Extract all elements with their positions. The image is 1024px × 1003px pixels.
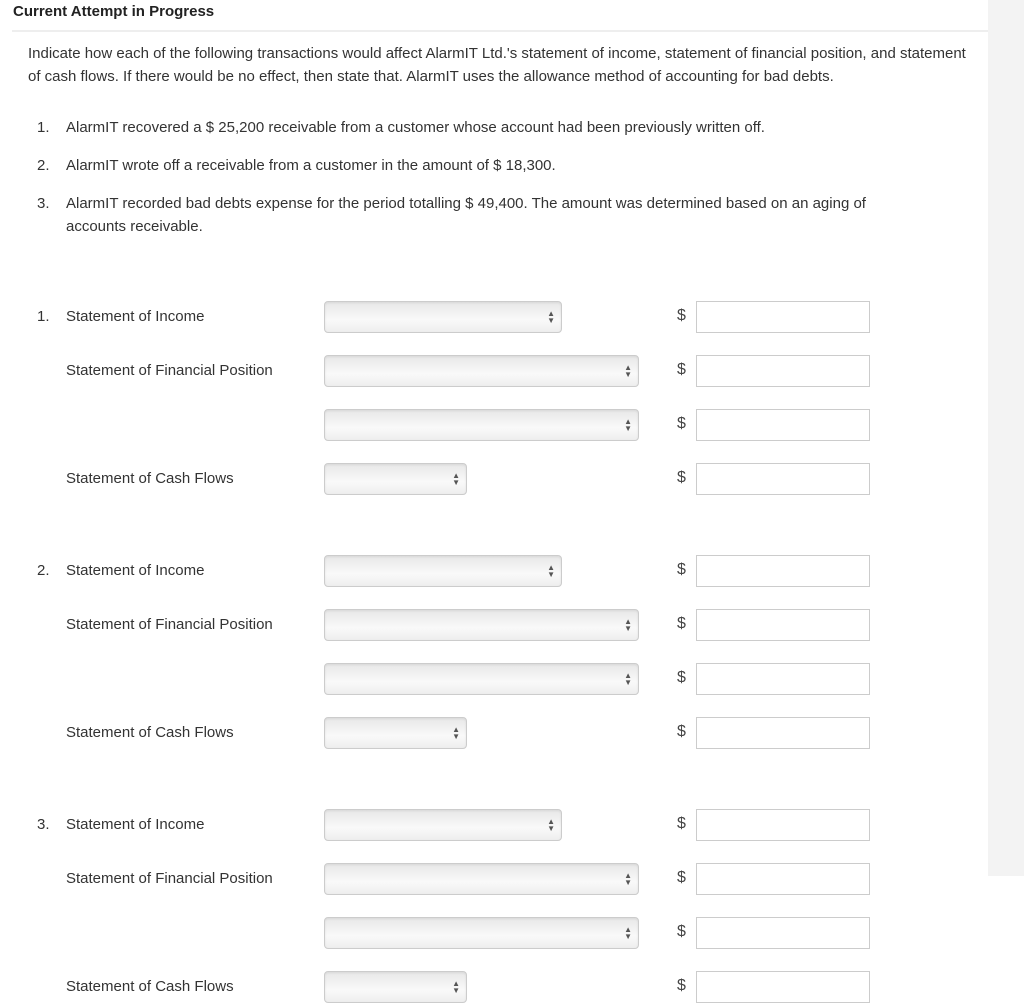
select-arrows-icon: ▲ ▼ [452, 979, 460, 995]
question-number: 2. [37, 157, 50, 174]
select-arrows-icon: ▲ ▼ [624, 871, 632, 887]
effect-select[interactable] [324, 355, 639, 387]
statement-label: Statement of Financial Position [66, 870, 273, 887]
effect-select[interactable] [324, 863, 639, 895]
dollar-sign: $ [677, 361, 686, 378]
statement-label: Statement of Cash Flows [66, 470, 234, 487]
divider [12, 30, 988, 32]
question-text: AlarmIT wrote off a receivable from a customer in the amount of $ 18,300. [66, 157, 556, 174]
question-text: AlarmIT recorded bad debts expense for the period totalling $ 49,400. The amount was determined based on an aging of accounts receivable. [66, 195, 866, 235]
select-arrows-icon: ▲ ▼ [624, 671, 632, 687]
question-number: 3. [37, 195, 50, 212]
answer-row [0, 355, 988, 387]
statement-label: Statement of Cash Flows [66, 978, 234, 995]
statement-label: Statement of Income [66, 308, 205, 325]
effect-select[interactable] [324, 917, 639, 949]
effect-select[interactable] [324, 463, 467, 495]
amount-input[interactable] [696, 717, 870, 749]
dollar-sign: $ [677, 307, 686, 324]
question-1 [37, 116, 917, 139]
dollar-sign: $ [677, 869, 686, 886]
answer-row [0, 809, 988, 841]
dollar-sign: $ [677, 415, 686, 432]
select-arrows-icon: ▲ ▼ [624, 417, 632, 433]
amount-input[interactable] [696, 463, 870, 495]
dollar-sign: $ [677, 669, 686, 686]
amount-input[interactable] [696, 301, 870, 333]
effect-select[interactable] [324, 971, 467, 1003]
amount-input[interactable] [696, 663, 870, 695]
dollar-sign: $ [677, 615, 686, 632]
effect-select[interactable] [324, 409, 639, 441]
dollar-sign: $ [677, 977, 686, 994]
statement-label: Statement of Income [66, 816, 205, 833]
select-arrows-icon: ▲ ▼ [452, 725, 460, 741]
answer-row [0, 663, 988, 695]
effect-select[interactable] [324, 609, 639, 641]
statement-label: Statement of Financial Position [66, 362, 273, 379]
answer-row [0, 717, 988, 749]
answer-row [0, 409, 988, 441]
select-arrows-icon: ▲ ▼ [624, 363, 632, 379]
dollar-sign: $ [677, 723, 686, 740]
item-number: 1. [37, 308, 50, 325]
effect-select[interactable] [324, 301, 562, 333]
question-2 [37, 154, 917, 177]
answer-row [0, 971, 988, 1003]
select-arrows-icon: ▲ ▼ [452, 471, 460, 487]
statement-label: Statement of Income [66, 562, 205, 579]
dollar-sign: $ [677, 469, 686, 486]
dollar-sign: $ [677, 561, 686, 578]
statement-label: Statement of Financial Position [66, 616, 273, 633]
question-3 [37, 192, 917, 238]
answer-row [0, 917, 988, 949]
dollar-sign: $ [677, 923, 686, 940]
item-number: 2. [37, 562, 50, 579]
question-number: 1. [37, 119, 50, 136]
amount-input[interactable] [696, 917, 870, 949]
select-arrows-icon: ▲ ▼ [547, 309, 555, 325]
select-arrows-icon: ▲ ▼ [547, 817, 555, 833]
amount-input[interactable] [696, 355, 870, 387]
dollar-sign: $ [677, 815, 686, 832]
amount-input[interactable] [696, 971, 870, 1003]
statement-label: Statement of Cash Flows [66, 724, 234, 741]
answer-row [0, 609, 988, 641]
effect-select[interactable] [324, 663, 639, 695]
answer-row [0, 301, 988, 333]
instructions: Indicate how each of the following transactions would affect AlarmIT Ltd.'s statement of income, statement of financial position, and statement of cash flows. If there would be no effect, then state that. AlarmIT uses the allowance method of accounting for bad debts. [28, 45, 966, 85]
effect-select[interactable] [324, 717, 467, 749]
item-number: 3. [37, 816, 50, 833]
answer-row [0, 555, 988, 587]
page-title: Current Attempt in Progress [13, 3, 215, 20]
amount-input[interactable] [696, 609, 870, 641]
amount-input[interactable] [696, 863, 870, 895]
scrollbar-area [988, 0, 1024, 876]
answer-row [0, 863, 988, 895]
effect-select[interactable] [324, 555, 562, 587]
question-text: AlarmIT recovered a $ 25,200 receivable from a customer whose account had been previously written off. [66, 119, 765, 136]
effect-select[interactable] [324, 809, 562, 841]
amount-input[interactable] [696, 555, 870, 587]
answer-row [0, 463, 988, 495]
amount-input[interactable] [696, 809, 870, 841]
select-arrows-icon: ▲ ▼ [547, 563, 555, 579]
amount-input[interactable] [696, 409, 870, 441]
select-arrows-icon: ▲ ▼ [624, 617, 632, 633]
select-arrows-icon: ▲ ▼ [624, 925, 632, 941]
